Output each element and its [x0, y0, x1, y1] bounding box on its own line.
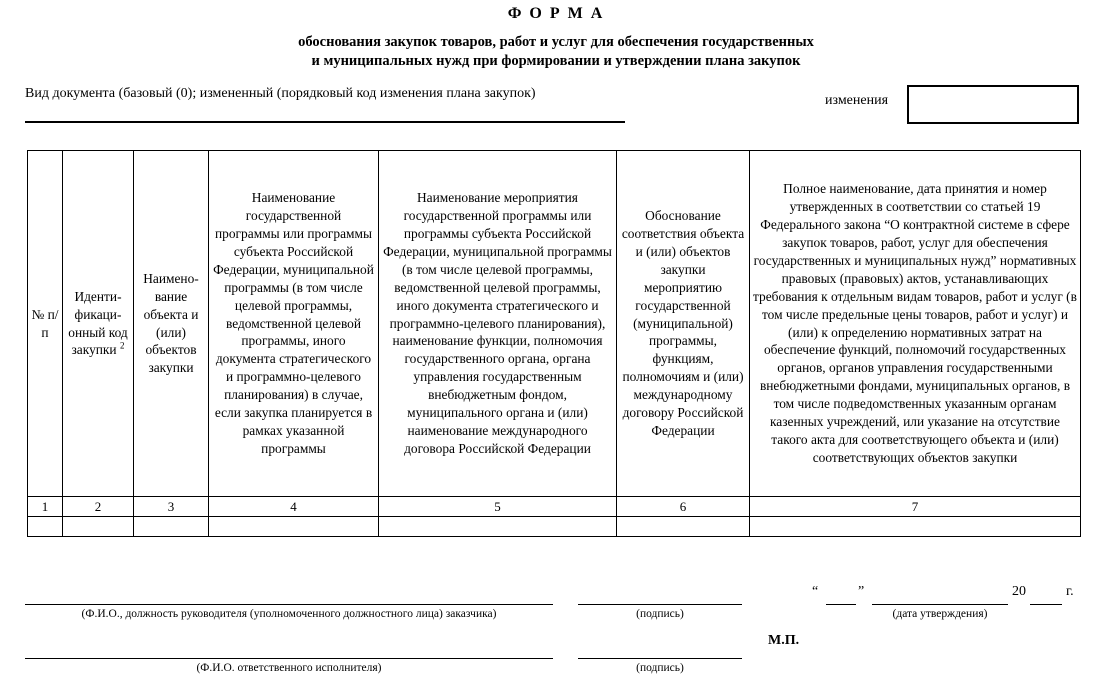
column-number-5: 5 — [379, 497, 617, 517]
col-header-procurement-id-code — [63, 151, 134, 497]
year-suffix: г. — [1066, 584, 1074, 599]
col-header-text: Иденти-фикаци-онный код закупки — [68, 288, 128, 358]
table-data-row — [28, 517, 1081, 537]
col-header-text: № п/п — [31, 306, 59, 340]
column-number-3: 3 — [134, 497, 209, 517]
data-cell-state-program-name[interactable] — [209, 517, 379, 537]
col-header-regulatory-acts — [750, 151, 1081, 497]
col-header-text: Полное наименование, дата принятия и номер утвержденных в соответствии со статьей 19 Федерального закона “О контрактной системе в сфере закупок товаров, работ, услуг для обеспечения государственных и муниципальных нужд” нормативных правовых (правовых) актов, устанавливающих требования к отдельным видам товаров, работ и услуг (в том числе предельные цены товаров, работ и услуг) и (или) к определению нормативных затрат на обеспечение функций, полномочий государственных органов, органов управления государственными внебюджетными фондами, муниципальных органов, в том числе подведомственных указанным органам казенных учреждений, или указание на отсутствие такого акта для соответствующего объекта и (или) соответствующих объектов закупки — [753, 180, 1077, 466]
approval-year-blank[interactable] — [1030, 604, 1062, 605]
changes-code-input-box[interactable] — [907, 85, 1079, 124]
executor-fio-caption: (Ф.И.О. ответственного исполнителя) — [196, 662, 382, 674]
column-number-6: 6 — [617, 497, 750, 517]
document-kind-label: Вид документа (базовый (0); измененный (порядковый код изменения плана закупок) — [25, 86, 536, 101]
data-cell-serial-number[interactable] — [28, 517, 63, 537]
data-cell-program-activity-name[interactable] — [379, 517, 617, 537]
approval-day-blank[interactable] — [826, 604, 856, 605]
page-title: Ф О Р М А — [507, 5, 605, 22]
date-quote-close: ” — [858, 584, 865, 599]
column-number-7: 7 — [750, 497, 1081, 517]
year-prefix: 20 — [1012, 584, 1026, 599]
changes-label: изменения — [825, 93, 889, 108]
col-header-state-program-name — [209, 151, 379, 497]
column-number-row — [28, 497, 1081, 517]
col-header-program-activity-name — [379, 151, 617, 497]
head-fio-signature-line[interactable] — [25, 604, 553, 605]
approval-date-caption: (дата утверждения) — [892, 608, 988, 620]
footnote-ref-2: 2 — [119, 340, 125, 351]
data-cell-procurement-id-code[interactable] — [63, 517, 134, 537]
approval-month-blank[interactable] — [872, 604, 1008, 605]
col-header-procurement-object-name — [134, 151, 209, 497]
data-cell-regulatory-acts[interactable] — [750, 517, 1081, 537]
page-subtitle-line2: и муниципальных нужд при формировании и утверждении плана закупок — [311, 53, 801, 69]
stamp-place-label: М.П. — [768, 633, 800, 648]
column-number-2: 2 — [63, 497, 134, 517]
document-kind-fill-line[interactable] — [25, 121, 625, 123]
executor-fio-signature-line[interactable] — [25, 658, 553, 659]
col-header-text: Наименование мероприятия государственной программы или программы субъекта Российской Федерации, муниципальной программы (в том числе целевой программы, ведомственной целевой программы, иного документа стратегического и программно-целевого планирования), наименование функции, полномочия государственного органа, органа управления государственным внебюджетным фондом, муниципального органа и (или) наименование международного договора Российской Федерации — [383, 189, 612, 457]
procurement-justification-table — [27, 150, 1081, 537]
head-signature-caption: (подпись) — [636, 608, 684, 620]
col-header-object-justification — [617, 151, 750, 497]
head-fio-caption: (Ф.И.О., должность руководителя (уполномоченного должностного лица) заказчика) — [81, 608, 497, 620]
col-header-serial-number — [28, 151, 63, 497]
head-signature-line[interactable] — [578, 604, 742, 605]
data-cell-object-justification[interactable] — [617, 517, 750, 537]
executor-signature-caption: (подпись) — [636, 662, 684, 674]
executor-signature-line[interactable] — [578, 658, 742, 659]
col-header-text: Обоснование соответствия объекта и (или) объектов закупки мероприятию государственной (муниципальной) программы, функциям, полномочиям и (или) международному договору Российской Федерации — [621, 207, 745, 439]
col-header-text: Наимено-вание объекта и (или) объектов закупки — [143, 270, 199, 376]
column-number-1: 1 — [28, 497, 63, 517]
page-subtitle-line1: обоснования закупок товаров, работ и услуг для обеспечения государственных — [298, 34, 814, 50]
col-header-text: Наименование государственной программы или программы субъекта Российской Федерации, муниципальной программы (в том числе целевой программы, ведомственной целевой программы, иного документа стратегического и программно-целевого планирования) в случае, если закупка планируется в рамках указанной программы — [213, 189, 374, 457]
column-number-4: 4 — [209, 497, 379, 517]
data-cell-procurement-object-name[interactable] — [134, 517, 209, 537]
table-header-row — [28, 151, 1081, 497]
date-quote-open: “ — [812, 584, 819, 599]
